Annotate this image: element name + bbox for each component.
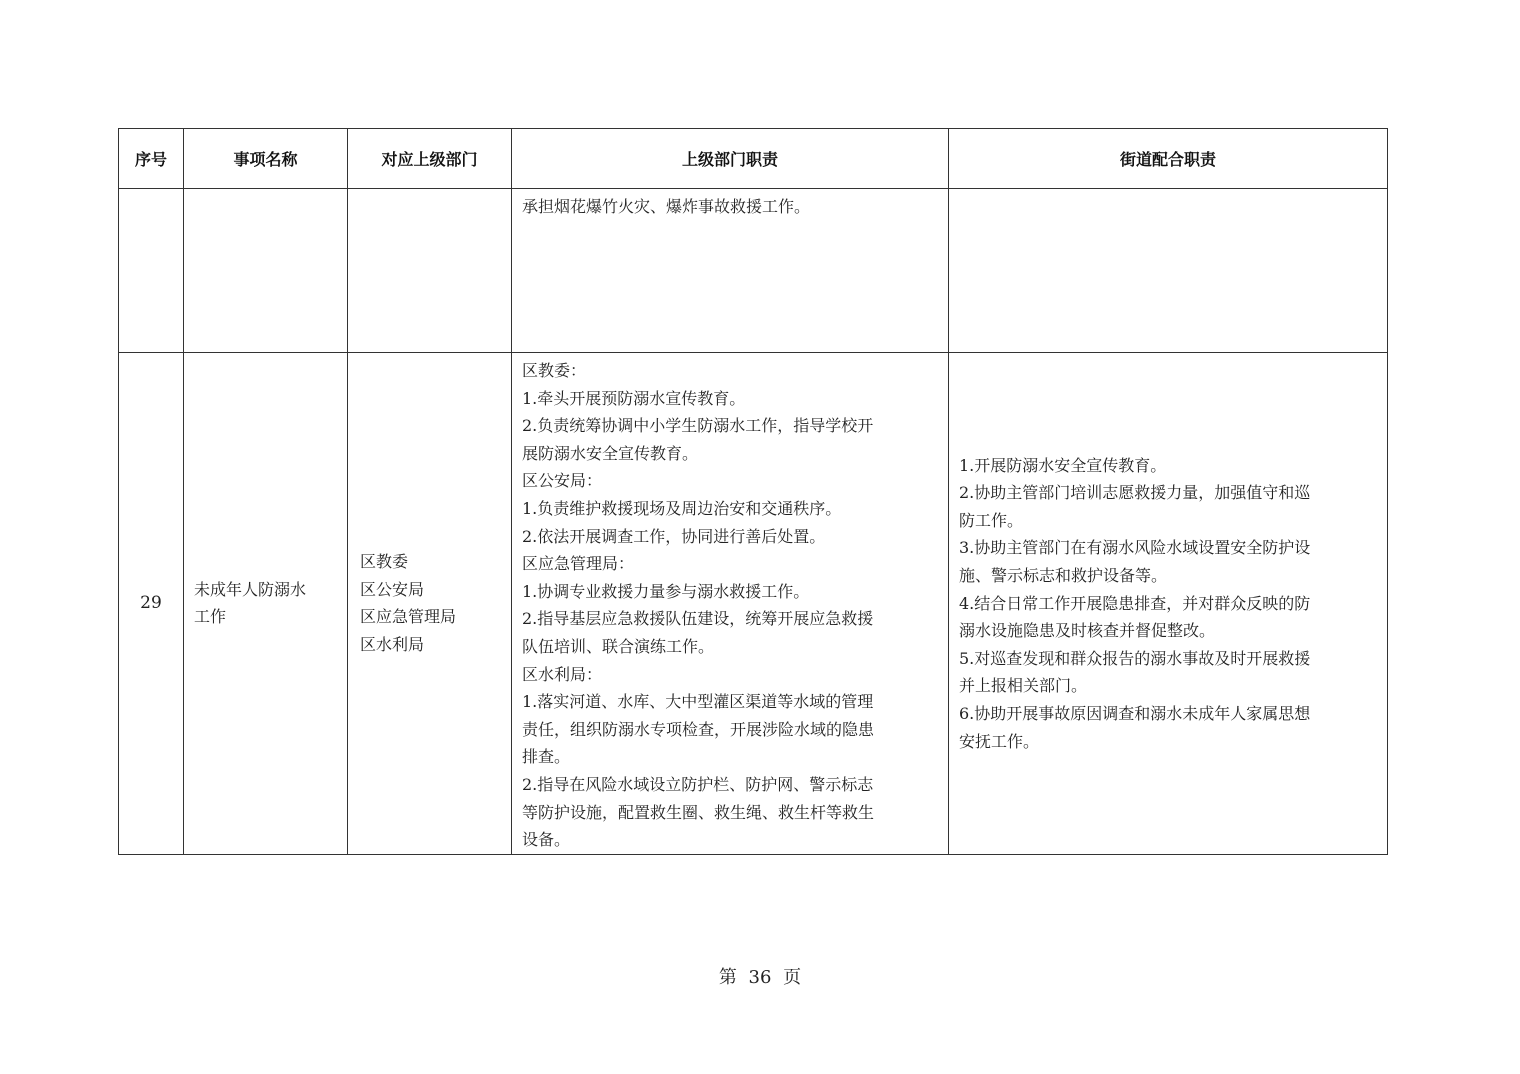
text-line: 区应急管理局：	[522, 554, 635, 574]
text-line: 5.对巡查发现和群众报告的溺水事故及时开展救援	[959, 648, 1311, 668]
text-line: 区应急管理局	[360, 607, 457, 627]
text-line: 2.依法开展调查工作，协同进行善后处置。	[522, 526, 826, 546]
duty-text	[512, 353, 948, 854]
text-line: 区水利局：	[522, 664, 603, 684]
text-line: 展防溺水安全宣传教育。	[522, 443, 699, 463]
text-line: 2.协助主管部门培训志愿救援力量，加强值守和巡	[959, 483, 1311, 503]
table-row-29	[119, 353, 1388, 855]
cell-upper-dept	[348, 353, 512, 855]
responsibility-table	[118, 128, 1388, 855]
cell-upper-duties	[512, 353, 949, 855]
text-line: 1.落实河道、水库、大中型灌区渠道等水域的管理	[522, 692, 874, 712]
text-line: 2.指导在风险水域设立防护栏、防护网、警示标志	[522, 774, 874, 794]
text-line: 区教委	[360, 552, 409, 572]
page-number: 第 36 页	[718, 967, 802, 988]
text-line: 区教委：	[522, 361, 587, 380]
text-line: 施、警示标志和救护设备等。	[959, 565, 1168, 585]
text-line: 并上报相关部门。	[959, 676, 1088, 696]
text-line: 区公安局：	[522, 471, 603, 491]
cell-number: 29	[119, 353, 184, 855]
header-item-name: 事项名称	[184, 129, 348, 189]
cell-item-name	[184, 353, 348, 855]
text-line: 区公安局	[360, 579, 425, 599]
cell-upper-dept	[348, 189, 512, 353]
duty-text	[512, 189, 948, 221]
text-line: 1.牵头开展预防溺水宣传教育。	[522, 388, 746, 408]
text-line: 未成年人防溺水	[194, 579, 307, 599]
header-number: 序号	[119, 129, 184, 189]
text-line: 防工作。	[959, 510, 1024, 530]
table-row-continued	[119, 189, 1388, 353]
text-line: 2.负责统筹协调中小学生防溺水工作，指导学校开	[522, 416, 874, 436]
text-line: 排查。	[522, 747, 571, 767]
text-line: 队伍培训、联合演练工作。	[522, 636, 715, 656]
cell-street-duties	[949, 189, 1388, 353]
text-line: 4.结合日常工作开展隐患排查，并对群众反映的防	[959, 593, 1311, 613]
text-line: 6.协助开展事故原因调查和溺水未成年人家属思想	[959, 703, 1311, 723]
header-row	[119, 129, 1388, 189]
text-line: 设备。	[522, 830, 571, 850]
header-street-duties: 街道配合职责	[949, 129, 1388, 189]
text-line: 安抚工作。	[959, 731, 1040, 751]
dept-list	[348, 548, 511, 658]
item-name-text	[184, 576, 347, 631]
text-line: 责任，组织防溺水专项检查，开展涉险水域的隐患	[522, 719, 875, 739]
cell-item-name	[184, 189, 348, 353]
text-line: 3.协助主管部门在有溺水风险水域设置安全防护设	[959, 538, 1311, 558]
cell-street-duties	[949, 353, 1388, 855]
text-line: 承担烟花爆竹火灾、爆炸事故救援工作。	[522, 197, 811, 216]
text-line: 工作	[194, 607, 227, 627]
text-line: 溺水设施隐患及时核查并督促整改。	[959, 621, 1216, 641]
street-duty-text	[949, 452, 1387, 756]
cell-upper-duties	[512, 189, 949, 353]
text-line: 1.开展防溺水安全宣传教育。	[959, 455, 1167, 475]
text-line: 2.指导基层应急救援队伍建设，统筹开展应急救援	[522, 609, 874, 629]
text-line: 1.协调专业救援力量参与溺水救援工作。	[522, 581, 810, 601]
text-line: 1.负责维护救援现场及周边治安和交通秩序。	[522, 498, 842, 518]
header-upper-duties: 上级部门职责	[512, 129, 949, 189]
text-line: 区水利局	[360, 634, 425, 654]
header-upper-dept: 对应上级部门	[348, 129, 512, 189]
text-line: 等防护设施，配置救生圈、救生绳、救生杆等救生	[522, 802, 875, 822]
cell-number	[119, 189, 184, 353]
